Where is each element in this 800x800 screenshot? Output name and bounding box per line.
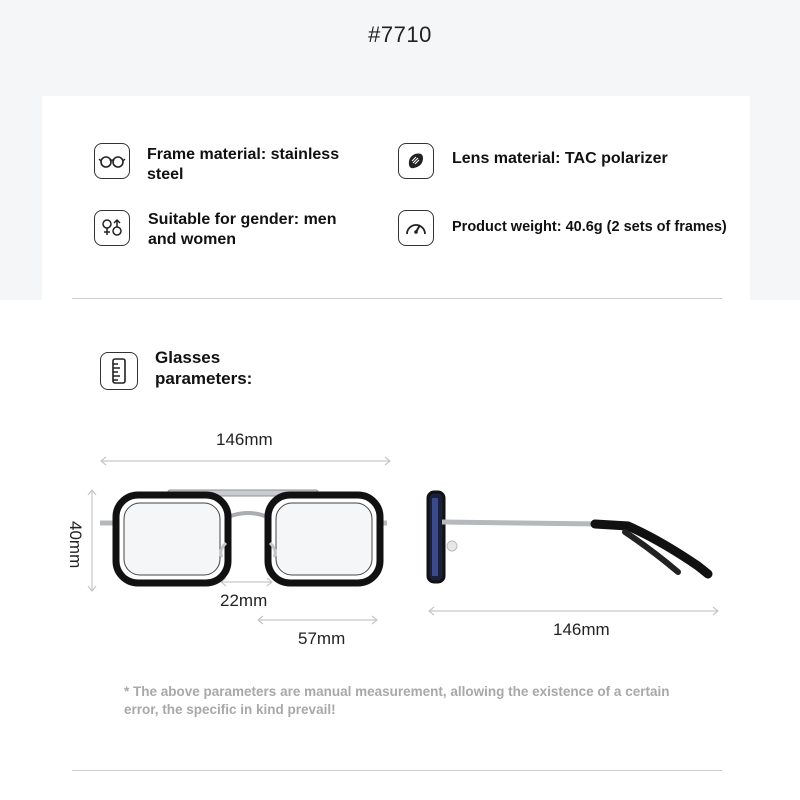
front-width-label: 146mm	[216, 430, 273, 449]
model-code: #7710	[368, 22, 432, 47]
glasses-parameters-title: Glasses parameters:	[155, 348, 253, 388]
weight-text: Product weight: 40.6g (2 sets of frames)	[452, 219, 727, 235]
bridge-width-label: 22mm	[220, 591, 268, 610]
temple-length-label: 146mm	[553, 620, 610, 639]
lens-material-text: Lens material: TAC polarizer	[452, 150, 668, 167]
frame-material-text: Frame material: stainless steel	[147, 146, 340, 183]
gender-text: Suitable for gender: men and women	[148, 211, 337, 248]
section-divider-bottom	[72, 770, 722, 771]
lens-width-label: 57mm	[298, 629, 346, 648]
glasses-front-view	[98, 485, 398, 595]
measurement-note: * The above parameters are manual measurement, allowing the existence of a certain error, the specific in kind prevail!	[124, 684, 670, 717]
lens-height-label: 40mm	[66, 521, 85, 569]
glasses-side-view	[420, 488, 720, 588]
